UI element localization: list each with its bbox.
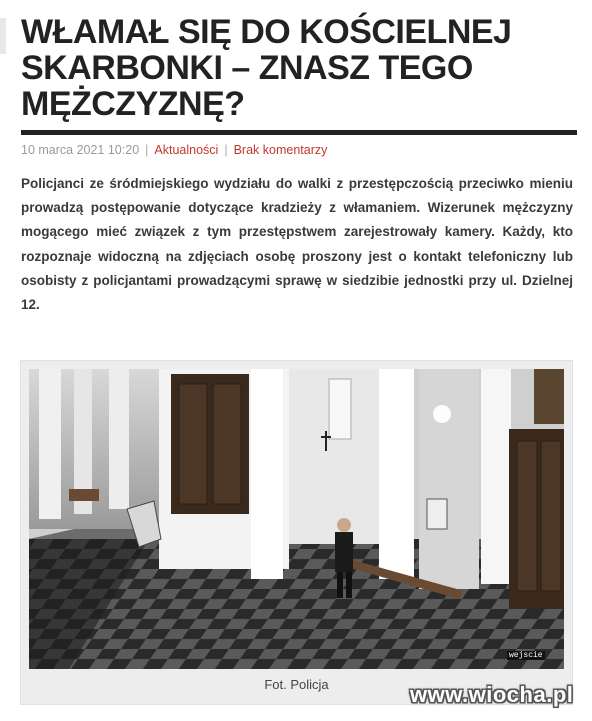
category-link[interactable]: Aktualności — [154, 143, 219, 157]
meta-separator: | — [224, 143, 228, 157]
article-title: WŁAMAŁ SIĘ DO KOŚCIELNEJ SKARBONKI – ZNASZ TEGO MĘŻCZYZNĘ? — [21, 13, 512, 123]
camera-label: wejscie — [509, 651, 543, 660]
article-date: 10 marca 2021 10:20 — [21, 143, 140, 157]
meta-separator: | — [145, 143, 149, 157]
photo-caption: Fot. Policja — [264, 677, 329, 692]
title-divider — [21, 130, 577, 135]
left-accent-bar — [0, 18, 6, 54]
article-lead: Policjanci ze śródmiejskiego wydziału do walki z przestępczością przeciwko mieniu prowadzą postępowanie dotyczące kradzieży z włamaniem. Wizerunek mężczyzny mogącego mieć związek z tym przestępstwem zarejestrowały kamery. Każdy, kto rozpoznaje widoczną na zdjęciach osobę proszony jest o kontakt telefoniczny lub osobisty z policjantami prowadzącymi sprawę w siedzibie jednostki przy ul. Dzielnej 12. — [21, 176, 573, 313]
cctv-photo-drawing — [29, 369, 564, 669]
cctv-photo[interactable] — [29, 369, 564, 669]
article-meta — [21, 143, 327, 157]
comments-link[interactable]: Brak komentarzy — [233, 143, 328, 157]
site-watermark: www.wiocha.pl — [410, 682, 574, 707]
article-figure — [20, 360, 573, 705]
